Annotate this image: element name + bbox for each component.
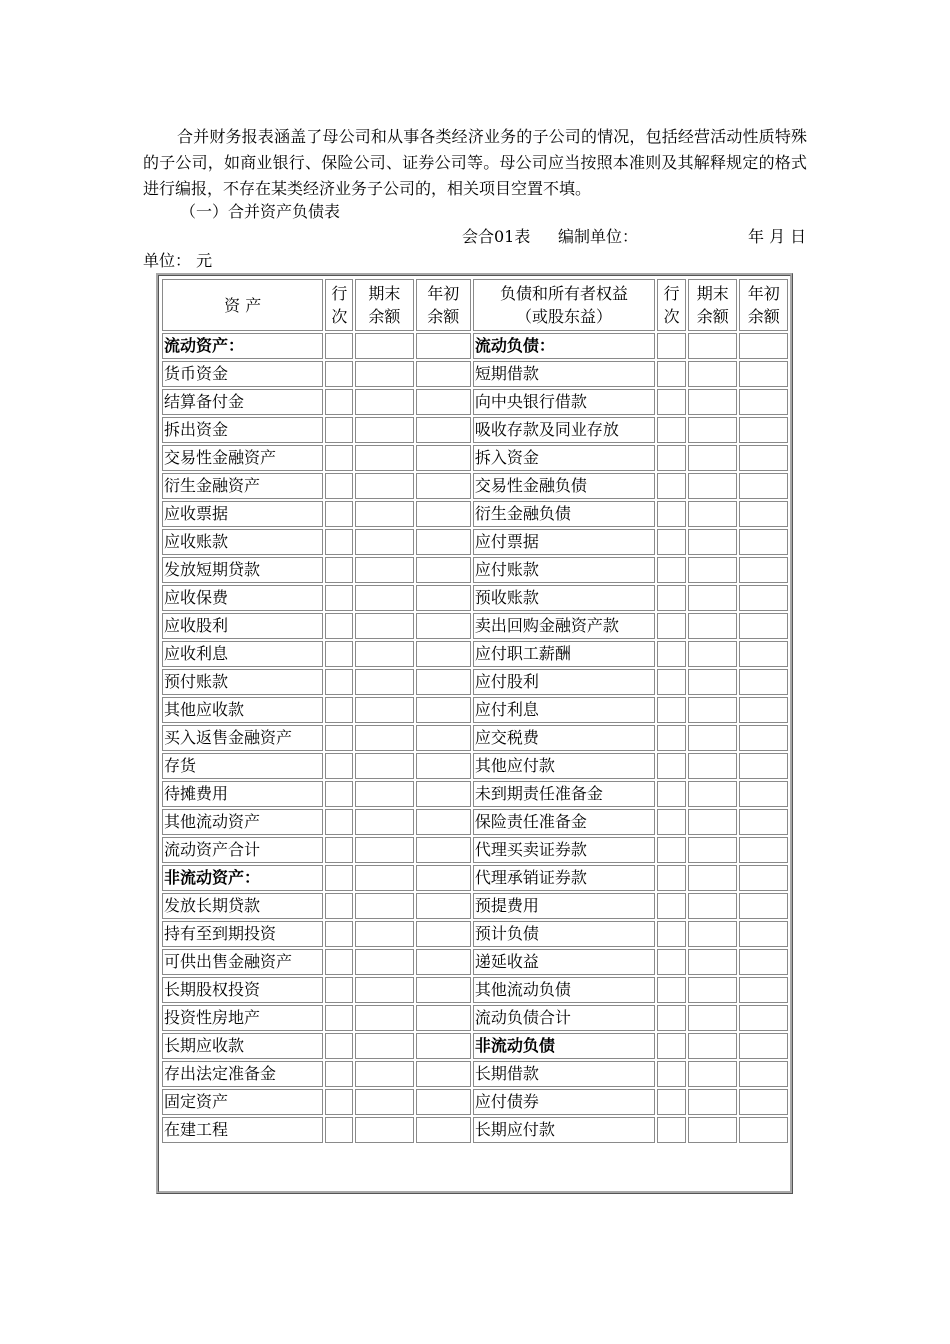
liability-begin-balance-cell[interactable]: [739, 613, 788, 639]
asset-item: 长期应收款: [162, 1033, 323, 1059]
asset-end-balance-cell[interactable]: [355, 697, 413, 723]
asset-line-no-cell[interactable]: [325, 753, 353, 779]
table-row: [162, 809, 788, 835]
liability-end-balance-cell[interactable]: [688, 949, 737, 975]
asset-end-balance-cell[interactable]: [355, 809, 413, 835]
asset-line-no-cell[interactable]: [325, 725, 353, 751]
asset-begin-balance-cell[interactable]: [416, 585, 471, 611]
liability-item: 保险责任准备金: [473, 809, 655, 835]
liability-line-no-cell[interactable]: [657, 781, 686, 807]
asset-item: 其他流动资产: [162, 809, 323, 835]
header-begin-balance: 年初 余额: [416, 279, 471, 331]
liability-line-no-cell[interactable]: [657, 557, 686, 583]
liability-begin-balance-cell[interactable]: [739, 557, 788, 583]
asset-begin-balance-cell[interactable]: [416, 613, 471, 639]
asset-end-balance-cell[interactable]: [355, 753, 413, 779]
asset-item: 应收股利: [162, 613, 323, 639]
liability-begin-balance-cell[interactable]: [739, 389, 788, 415]
compiler-label: 编制单位：: [558, 227, 639, 246]
liability-end-balance-cell[interactable]: [688, 557, 737, 583]
liability-begin-balance-cell[interactable]: [739, 445, 788, 471]
asset-end-balance-cell[interactable]: [355, 725, 413, 751]
liability-end-balance-cell[interactable]: [688, 529, 737, 555]
asset-line-no-cell[interactable]: [325, 613, 353, 639]
liability-end-balance-cell[interactable]: [688, 809, 737, 835]
liability-line-no-cell[interactable]: [657, 1089, 686, 1115]
asset-item: 应收利息: [162, 641, 323, 667]
asset-end-balance-cell[interactable]: [355, 781, 413, 807]
liability-begin-balance-cell[interactable]: [739, 781, 788, 807]
asset-end-balance-cell[interactable]: [355, 893, 413, 919]
liability-line-no-cell[interactable]: [657, 445, 686, 471]
date-label: 年 月 日: [748, 227, 807, 246]
asset-begin-balance-cell[interactable]: [416, 333, 471, 359]
asset-line-no-cell[interactable]: [325, 557, 353, 583]
liability-item: 未到期责任准备金: [473, 781, 655, 807]
asset-begin-balance-cell[interactable]: [416, 389, 471, 415]
asset-line-no-cell[interactable]: [325, 921, 353, 947]
asset-line-no-cell[interactable]: [325, 361, 353, 387]
liability-line-no-cell[interactable]: [657, 893, 686, 919]
asset-end-balance-cell[interactable]: [355, 865, 413, 891]
asset-begin-balance-cell[interactable]: [416, 445, 471, 471]
table-row: [162, 669, 788, 695]
liability-item: 预收账款: [473, 585, 655, 611]
asset-end-balance-cell[interactable]: [355, 669, 413, 695]
liability-end-balance-cell[interactable]: [688, 445, 737, 471]
liability-item: 吸收存款及同业存放: [473, 417, 655, 443]
liability-line-no-cell[interactable]: [657, 389, 686, 415]
liability-item: 长期应付款: [473, 1117, 655, 1143]
table-row: [162, 529, 788, 555]
header-end-balance-2: 期末 余额: [688, 279, 737, 331]
table-row: [162, 837, 788, 863]
asset-line-no-cell[interactable]: [325, 501, 353, 527]
liability-line-no-cell[interactable]: [657, 753, 686, 779]
liability-end-balance-cell[interactable]: [688, 837, 737, 863]
asset-end-balance-cell[interactable]: [355, 389, 413, 415]
table-row: [162, 585, 788, 611]
asset-end-balance-cell[interactable]: [355, 977, 413, 1003]
asset-item: 预付账款: [162, 669, 323, 695]
liability-begin-balance-cell[interactable]: [739, 977, 788, 1003]
asset-begin-balance-cell[interactable]: [416, 557, 471, 583]
asset-item: 应收票据: [162, 501, 323, 527]
liability-item: 向中央银行借款: [473, 389, 655, 415]
header-line-no: 行 次: [325, 279, 353, 331]
header-line-no-2: 行 次: [657, 279, 686, 331]
table-row: [162, 1005, 788, 1031]
liability-item: 其他应付款: [473, 753, 655, 779]
table-row: [162, 641, 788, 667]
asset-item: 存货: [162, 753, 323, 779]
liability-end-balance-cell[interactable]: [688, 1061, 737, 1087]
liability-begin-balance-cell[interactable]: [739, 1061, 788, 1087]
header-begin-balance-2: 年初 余额: [739, 279, 788, 331]
asset-begin-balance-cell[interactable]: [416, 473, 471, 499]
asset-begin-balance-cell[interactable]: [416, 977, 471, 1003]
asset-line-no-cell[interactable]: [325, 1089, 353, 1115]
liability-begin-balance-cell[interactable]: [739, 865, 788, 891]
asset-line-no-cell[interactable]: [325, 529, 353, 555]
liability-begin-balance-cell[interactable]: [739, 473, 788, 499]
liability-line-no-cell[interactable]: [657, 1061, 686, 1087]
liability-begin-balance-cell[interactable]: [739, 417, 788, 443]
table-row: [162, 865, 788, 891]
asset-item: 流动资产：: [162, 333, 323, 359]
asset-end-balance-cell[interactable]: [355, 529, 413, 555]
asset-begin-balance-cell[interactable]: [416, 1005, 471, 1031]
asset-item: 拆出资金: [162, 417, 323, 443]
liability-line-no-cell[interactable]: [657, 1117, 686, 1143]
asset-line-no-cell[interactable]: [325, 1005, 353, 1031]
liability-begin-balance-cell[interactable]: [739, 641, 788, 667]
liability-item: 应付职工薪酬: [473, 641, 655, 667]
liability-item: 卖出回购金融资产款: [473, 613, 655, 639]
liability-end-balance-cell[interactable]: [688, 781, 737, 807]
header-end-balance: 期末 余额: [355, 279, 413, 331]
asset-line-no-cell[interactable]: [325, 445, 353, 471]
liability-item: 非流动负债: [473, 1033, 655, 1059]
liability-end-balance-cell[interactable]: [688, 669, 737, 695]
asset-end-balance-cell[interactable]: [355, 1061, 413, 1087]
liability-end-balance-cell[interactable]: [688, 725, 737, 751]
table-row: [162, 473, 788, 499]
balance-sheet-table: [160, 277, 790, 1145]
table-row: [162, 949, 788, 975]
asset-end-balance-cell[interactable]: [355, 445, 413, 471]
asset-end-balance-cell[interactable]: [355, 1089, 413, 1115]
asset-line-no-cell[interactable]: [325, 389, 353, 415]
header-liabilities-equity: 负债和所有者权益 （或股东益）: [473, 279, 655, 331]
asset-item: 发放短期贷款: [162, 557, 323, 583]
liability-item: 长期借款: [473, 1061, 655, 1087]
liability-item: 拆入资金: [473, 445, 655, 471]
asset-begin-balance-cell[interactable]: [416, 1061, 471, 1087]
liability-end-balance-cell[interactable]: [688, 1117, 737, 1143]
asset-end-balance-cell[interactable]: [355, 557, 413, 583]
liability-line-no-cell[interactable]: [657, 501, 686, 527]
table-row: [162, 445, 788, 471]
asset-line-no-cell[interactable]: [325, 1061, 353, 1087]
asset-item: 应收账款: [162, 529, 323, 555]
liability-line-no-cell[interactable]: [657, 361, 686, 387]
liability-end-balance-cell[interactable]: [688, 501, 737, 527]
liability-line-no-cell[interactable]: [657, 697, 686, 723]
unit-label: 单位： 元: [143, 251, 213, 270]
liability-line-no-cell[interactable]: [657, 949, 686, 975]
liability-end-balance-cell[interactable]: [688, 977, 737, 1003]
liability-begin-balance-cell[interactable]: [739, 837, 788, 863]
liability-item: 流动负债：: [473, 333, 655, 359]
liability-line-no-cell[interactable]: [657, 529, 686, 555]
liability-line-no-cell[interactable]: [657, 585, 686, 611]
asset-begin-balance-cell[interactable]: [416, 641, 471, 667]
asset-begin-balance-cell[interactable]: [416, 781, 471, 807]
liability-line-no-cell[interactable]: [657, 333, 686, 359]
table-row: [162, 1117, 788, 1143]
asset-begin-balance-cell[interactable]: [416, 725, 471, 751]
asset-item: 持有至到期投资: [162, 921, 323, 947]
asset-line-no-cell[interactable]: [325, 865, 353, 891]
table-row: [162, 333, 788, 359]
table-row: [162, 557, 788, 583]
asset-begin-balance-cell[interactable]: [416, 753, 471, 779]
asset-end-balance-cell[interactable]: [355, 501, 413, 527]
asset-begin-balance-cell[interactable]: [416, 893, 471, 919]
asset-begin-balance-cell[interactable]: [416, 1117, 471, 1143]
liability-end-balance-cell[interactable]: [688, 697, 737, 723]
liability-line-no-cell[interactable]: [657, 725, 686, 751]
table-row: [162, 977, 788, 1003]
asset-begin-balance-cell[interactable]: [416, 1089, 471, 1115]
asset-end-balance-cell[interactable]: [355, 1005, 413, 1031]
liability-end-balance-cell[interactable]: [688, 1005, 737, 1031]
asset-item: 发放长期贷款: [162, 893, 323, 919]
asset-line-no-cell[interactable]: [325, 473, 353, 499]
asset-item: 长期股权投资: [162, 977, 323, 1003]
liability-end-balance-cell[interactable]: [688, 865, 737, 891]
asset-line-no-cell[interactable]: [325, 585, 353, 611]
asset-item: 可供出售金融资产: [162, 949, 323, 975]
asset-end-balance-cell[interactable]: [355, 613, 413, 639]
table-row: [162, 613, 788, 639]
header-assets: 资 产: [162, 279, 323, 331]
liability-item: 应交税费: [473, 725, 655, 751]
liability-item: 流动负债合计: [473, 1005, 655, 1031]
table-row: [162, 781, 788, 807]
asset-line-no-cell[interactable]: [325, 333, 353, 359]
liability-line-no-cell[interactable]: [657, 613, 686, 639]
asset-begin-balance-cell[interactable]: [416, 697, 471, 723]
form-code: 会合01表: [462, 227, 531, 246]
table-row: [162, 389, 788, 415]
liability-item: 应付票据: [473, 529, 655, 555]
liability-begin-balance-cell[interactable]: [739, 725, 788, 751]
liability-item: 其他流动负债: [473, 977, 655, 1003]
liability-end-balance-cell[interactable]: [688, 921, 737, 947]
liability-begin-balance-cell[interactable]: [739, 529, 788, 555]
liability-line-no-cell[interactable]: [657, 865, 686, 891]
liability-begin-balance-cell[interactable]: [739, 1033, 788, 1059]
header-row: [162, 279, 788, 331]
liability-begin-balance-cell[interactable]: [739, 697, 788, 723]
liability-line-no-cell[interactable]: [657, 1005, 686, 1031]
liability-item: 递延收益: [473, 949, 655, 975]
asset-begin-balance-cell[interactable]: [416, 669, 471, 695]
liability-end-balance-cell[interactable]: [688, 361, 737, 387]
asset-item: 固定资产: [162, 1089, 323, 1115]
asset-item: 应收保费: [162, 585, 323, 611]
asset-begin-balance-cell[interactable]: [416, 837, 471, 863]
table-row: [162, 753, 788, 779]
asset-end-balance-cell[interactable]: [355, 361, 413, 387]
liability-item: 交易性金融负债: [473, 473, 655, 499]
table-row: [162, 725, 788, 751]
liability-line-no-cell[interactable]: [657, 417, 686, 443]
table-row: [162, 697, 788, 723]
asset-begin-balance-cell[interactable]: [416, 865, 471, 891]
liability-end-balance-cell[interactable]: [688, 473, 737, 499]
asset-line-no-cell[interactable]: [325, 809, 353, 835]
liability-begin-balance-cell[interactable]: [739, 585, 788, 611]
liability-begin-balance-cell[interactable]: [739, 921, 788, 947]
asset-line-no-cell[interactable]: [325, 417, 353, 443]
asset-line-no-cell[interactable]: [325, 641, 353, 667]
table-row: [162, 1061, 788, 1087]
liability-end-balance-cell[interactable]: [688, 333, 737, 359]
asset-line-no-cell[interactable]: [325, 697, 353, 723]
asset-end-balance-cell[interactable]: [355, 921, 413, 947]
liability-end-balance-cell[interactable]: [688, 893, 737, 919]
liability-end-balance-cell[interactable]: [688, 641, 737, 667]
table-row: [162, 1033, 788, 1059]
asset-end-balance-cell[interactable]: [355, 1117, 413, 1143]
liability-item: 应付账款: [473, 557, 655, 583]
asset-line-no-cell[interactable]: [325, 977, 353, 1003]
liability-begin-balance-cell[interactable]: [739, 1117, 788, 1143]
liability-item: 应付债券: [473, 1089, 655, 1115]
asset-item: 投资性房地产: [162, 1005, 323, 1031]
liability-end-balance-cell[interactable]: [688, 389, 737, 415]
liability-end-balance-cell[interactable]: [688, 417, 737, 443]
asset-item: 流动资产合计: [162, 837, 323, 863]
asset-item: 其他应收款: [162, 697, 323, 723]
liability-begin-balance-cell[interactable]: [739, 949, 788, 975]
asset-item: 衍生金融资产: [162, 473, 323, 499]
asset-line-no-cell[interactable]: [325, 669, 353, 695]
liability-end-balance-cell[interactable]: [688, 613, 737, 639]
liability-item: 短期借款: [473, 361, 655, 387]
liability-line-no-cell[interactable]: [657, 641, 686, 667]
liability-line-no-cell[interactable]: [657, 473, 686, 499]
table-row: [162, 417, 788, 443]
asset-begin-balance-cell[interactable]: [416, 417, 471, 443]
asset-begin-balance-cell[interactable]: [416, 921, 471, 947]
liability-item: 应付股利: [473, 669, 655, 695]
balance-sheet-frame: [156, 273, 793, 1194]
liability-item: 预提费用: [473, 893, 655, 919]
asset-item: 在建工程: [162, 1117, 323, 1143]
section-title: （一）合并资产负债表: [180, 202, 341, 221]
asset-line-no-cell[interactable]: [325, 1117, 353, 1143]
liability-item: 衍生金融负债: [473, 501, 655, 527]
liability-begin-balance-cell[interactable]: [739, 1089, 788, 1115]
liability-line-no-cell[interactable]: [657, 921, 686, 947]
liability-begin-balance-cell[interactable]: [739, 1005, 788, 1031]
asset-line-no-cell[interactable]: [325, 1033, 353, 1059]
intro-paragraph: 合并财务报表涵盖了母公司和从事各类经济业务的子公司的情况，包括经营活动性质特殊的子公司，如商业银行、保险公司、证券公司等。母公司应当按照本准则及其解释规定的格式进行编报，不存在某类经济业务子公司的，相关项目空置不填。: [143, 127, 807, 198]
asset-begin-balance-cell[interactable]: [416, 529, 471, 555]
table-row: [162, 361, 788, 387]
asset-item: 买入返售金融资产: [162, 725, 323, 751]
liability-line-no-cell[interactable]: [657, 1033, 686, 1059]
asset-begin-balance-cell[interactable]: [416, 1033, 471, 1059]
table-row: [162, 921, 788, 947]
asset-begin-balance-cell[interactable]: [416, 501, 471, 527]
asset-end-balance-cell[interactable]: [355, 641, 413, 667]
asset-end-balance-cell[interactable]: [355, 585, 413, 611]
liability-item: 代理买卖证券款: [473, 837, 655, 863]
liability-begin-balance-cell[interactable]: [739, 893, 788, 919]
table-row: [162, 1089, 788, 1115]
liability-begin-balance-cell[interactable]: [739, 501, 788, 527]
liability-line-no-cell[interactable]: [657, 977, 686, 1003]
asset-item: 待摊费用: [162, 781, 323, 807]
asset-item: 非流动资产：: [162, 865, 323, 891]
asset-begin-balance-cell[interactable]: [416, 809, 471, 835]
asset-item: 存出法定准备金: [162, 1061, 323, 1087]
liability-begin-balance-cell[interactable]: [739, 809, 788, 835]
asset-item: 货币资金: [162, 361, 323, 387]
liability-item: 应付利息: [473, 697, 655, 723]
liability-line-no-cell[interactable]: [657, 837, 686, 863]
liability-end-balance-cell[interactable]: [688, 1033, 737, 1059]
liability-begin-balance-cell[interactable]: [739, 753, 788, 779]
asset-end-balance-cell[interactable]: [355, 473, 413, 499]
liability-end-balance-cell[interactable]: [688, 1089, 737, 1115]
liability-begin-balance-cell[interactable]: [739, 361, 788, 387]
asset-begin-balance-cell[interactable]: [416, 949, 471, 975]
asset-line-no-cell[interactable]: [325, 949, 353, 975]
liability-item: 预计负债: [473, 921, 655, 947]
asset-item: 结算备付金: [162, 389, 323, 415]
asset-begin-balance-cell[interactable]: [416, 361, 471, 387]
asset-line-no-cell[interactable]: [325, 893, 353, 919]
liability-end-balance-cell[interactable]: [688, 753, 737, 779]
asset-item: 交易性金融资产: [162, 445, 323, 471]
table-row: [162, 501, 788, 527]
liability-begin-balance-cell[interactable]: [739, 333, 788, 359]
table-row: [162, 893, 788, 919]
asset-line-no-cell[interactable]: [325, 781, 353, 807]
asset-end-balance-cell[interactable]: [355, 333, 413, 359]
liability-begin-balance-cell[interactable]: [739, 669, 788, 695]
asset-line-no-cell[interactable]: [325, 837, 353, 863]
liability-item: 代理承销证券款: [473, 865, 655, 891]
liability-line-no-cell[interactable]: [657, 809, 686, 835]
liability-end-balance-cell[interactable]: [688, 585, 737, 611]
asset-end-balance-cell[interactable]: [355, 1033, 413, 1059]
asset-end-balance-cell[interactable]: [355, 949, 413, 975]
liability-line-no-cell[interactable]: [657, 669, 686, 695]
asset-end-balance-cell[interactable]: [355, 417, 413, 443]
asset-end-balance-cell[interactable]: [355, 837, 413, 863]
